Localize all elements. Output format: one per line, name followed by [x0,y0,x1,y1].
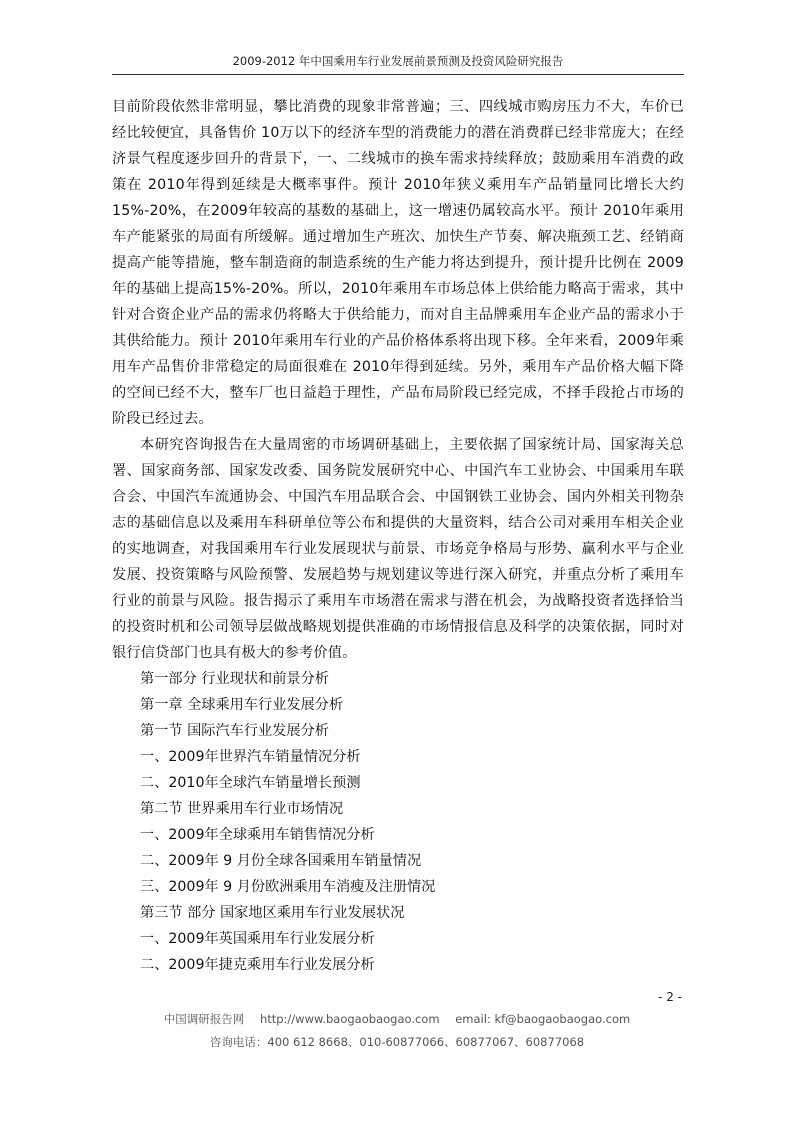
footer-contact-line [0,1011,794,1027]
toc-item: 第一部分 行业现状和前景分析 [140,671,329,687]
page-number: - 2 - [658,990,682,1004]
table-of-contents [112,666,684,978]
toc-item: 第一章 全球乘用车行业发展分析 [140,697,344,713]
header-title: 2009-2012 年中国乘用车行业发展前景预测及投资风险研究报告 [232,54,564,68]
footer-phone: 咨询电话：400 612 8668、010-60877066、60877067、60877068 [209,1035,585,1049]
toc-item: 二、2009年捷克乘用车行业发展分析 [140,957,375,973]
footer-site-name: 中国调研报告网 [163,1012,245,1026]
toc-item: 二、2010年全球汽车销量增长预测 [140,775,361,791]
page-header [112,52,684,75]
toc-item: 第一节 国际汽车行业发展分析 [140,723,329,739]
toc-item: 一、2009年英国乘用车行业发展分析 [140,931,375,947]
body-paragraph-1: 目前阶段依然非常明显，攀比消费的现象非常普遍；三、四线城市购房压力不大，车价已经比较便宜，具备售价 10万以下的经济车型的消费能力的潜在消费群已经非常庞大；在经济景气程度逐步回升的背景下，一、二线城市的换车需求持续释放；鼓励乘用车消费的政策在 2010年得到延续是大概率事件。预计 2010年狭义乘用车产品销量同比增长大约 15%-20%，在2009年较高的基数的基础上，这一增速仍属较高水平。预计 2010年乘用车产能紧张的局面有所缓解。通过增加生产班次、加快生产节奏、解决瓶颈工艺、经销商提高产能等措施，整车制造商的制造系统的生产能力将达到提升，预计提升比例在 2009 年的基础上提高15%-20%。所以，2010年乘用车市场总体上供给能力略高于需求，其中针对合资企业产品的需求仍将略大于供给能力，而对自主品牌乘用车企业产品的需求小于其供给能力。预计 2010年乘用车行业的产品价格体系将出现下移。全年来看，2009年乘用车产品售价非常稳定的局面很难在 2010年得到延续。另外，乘用车产品价格大幅下降的空间已经不大，整车厂也日益趋于理性，产品布局阶段已经完成，不择手段抢占市场的阶段已经过去。 [112,99,684,427]
footer-email: email: kf@baogaobaogao.com [455,1012,631,1026]
footer-site-url: http://www.baogaobaogao.com [259,1012,440,1026]
toc-item: 二、2009年 9 月份全球各国乘用车销量情况 [140,853,422,869]
document-body [112,94,684,978]
toc-item: 第三节 部分 国家地区乘用车行业发展状况 [140,905,405,921]
toc-item: 一、2009年全球乘用车销售情况分析 [140,827,375,843]
body-paragraph-2: 本研究咨询报告在大量周密的市场调研基础上，主要依据了国家统计局、国家海关总署、国家商务部、国家发改委、国务院发展研究中心、中国汽车工业协会、中国乘用车联合会、中国汽车流通协会、中国汽车用品联合会、中国钢铁工业协会、国内外相关刊物杂志的基础信息以及乘用车科研单位等公布和提供的大量资料，结合公司对乘用车相关企业的实地调查，对我国乘用车行业发展现状与前景、市场竞争格局与形势、赢利水平与企业发展、投资策略与风险预警、发展趋势与规划建议等进行深入研究，并重点分析了乘用车行业的前景与风险。报告揭示了乘用车市场潜在需求与潜在机会，为战略投资者选择恰当的投资时机和公司领导层做战略规划提供准确的市场情报信息及科学的决策依据，同时对银行信贷部门也具有极大的参考价值。 [112,437,684,661]
footer-phone-line [0,1034,794,1050]
toc-item: 三、2009年 9 月份欧洲乘用车消瘦及注册情况 [140,879,436,895]
toc-item: 一、2009年世界汽车销量情况分析 [140,749,361,765]
toc-item: 第二节 世界乘用车行业市场情况 [140,801,344,817]
